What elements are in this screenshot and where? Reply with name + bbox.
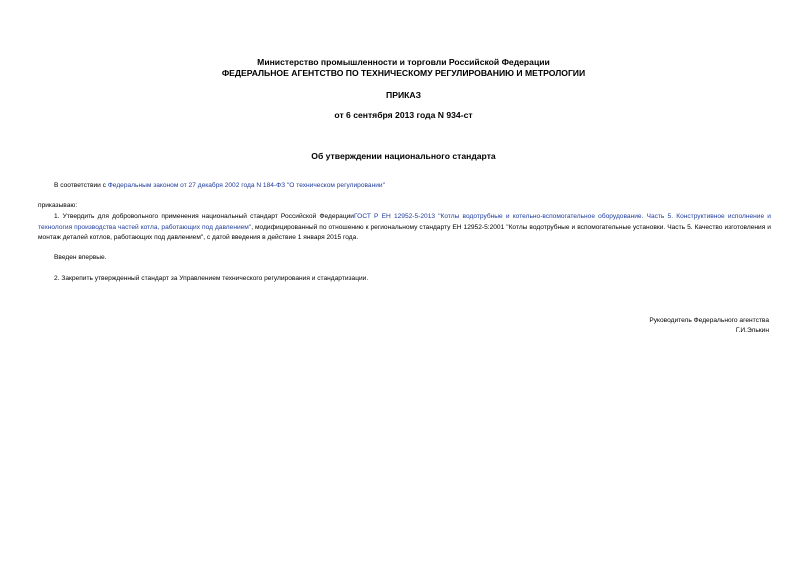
federal-law-link[interactable]: Федеральным законом от 27 декабря 2002 года N 184-ФЗ "О техническом регулировании" [107, 182, 385, 189]
document-date: от 6 сентября 2013 года N 934-ст [334, 110, 473, 120]
preamble [54, 181, 385, 191]
signature-position: Руководитель Федерального агентства [649, 317, 769, 324]
item-1-suffix: , модифицированный по отношению к региональному стандарту ЕН 12952-5:2001 "Котлы водотрубные и вспомогательные установки. Часть 5. Качество изготовления и монтаж деталей котлов, работающих под давлением", с датой введения в действие 1 января 2015 года. [38, 223, 771, 241]
document-type: ПРИКАЗ [386, 90, 421, 100]
ministry-title: Министерство промышленности и торговли Российской Федерации [257, 57, 550, 67]
introduced-note: Введен впервые. [54, 254, 107, 261]
preamble-prefix: В соответствии с [54, 182, 108, 189]
document-subject: Об утверждении национального стандарта [311, 151, 496, 161]
item-2-paragraph: 2. Закрепить утвержденный стандарт за Управлением технического регулирования и стандартизации. [54, 275, 369, 282]
gost-standard-link[interactable]: ГОСТ Р ЕН 12952-5-2013 "Котлы водотрубные и котельно-вспомогательное оборудование. Часть 5. Конструктивное исполнение и технология производства частей котла, работающих под давлением" [38, 213, 771, 231]
item-1-prefix: 1. Утвердить для добровольного применения национальный стандарт Российской Федерации [54, 213, 354, 220]
agency-title: ФЕДЕРАЛЬНОЕ АГЕНТСТВО ПО ТЕХНИЧЕСКОМУ РЕГУЛИРОВАНИЮ И МЕТРОЛОГИИ [221, 68, 586, 78]
order-word: приказываю: [38, 202, 78, 209]
item-1-paragraph [38, 212, 771, 244]
signature-name: Г.И.Элькин [735, 327, 769, 334]
